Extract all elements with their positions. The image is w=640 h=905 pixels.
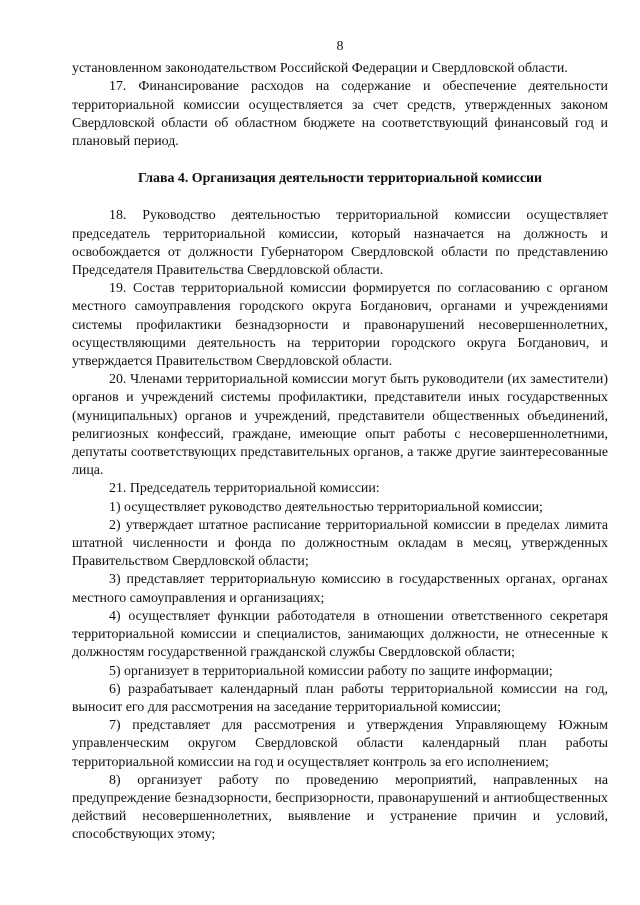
page-number: 8 xyxy=(336,39,344,54)
list-item-2: 2) утверждает штатное расписание территориальной комиссии в пределах лимита штатной численности и фонда по должностным окладам в месяц, утвержденных Правительством Свердловской области; xyxy=(72,517,608,570)
paragraph-18: 18. Руководство деятельностью территориальной комиссии осуществляет председатель территориальной комиссии, который назначается на должность и освобождается от должности Губернатором Свердловской области по представлению Председателя Правительства Свердловской области. xyxy=(72,208,608,279)
list-item-6: 6) разрабатывает календарный план работы территориальной комиссии на год, выносит его для рассмотрения на заседание территориальной комиссии; xyxy=(72,681,608,715)
paragraph-19: 19. Состав территориальной комиссии формируется по согласованию с органом местного самоуправления городского округа Богданович, органами и учреждениями системы профилактики безнадзорности и правонарушений несовершеннолетних, осуществляющими деятельность на территории городского округа Богданович, и утверждается Правительством Свердловской области. xyxy=(72,281,608,370)
paragraph-continuation: установленном законодательством Российской Федерации и Свердловской области. xyxy=(72,61,568,77)
list-item-8: 8) организует работу по проведению мероприятий, направленных на предупреждение безнадзорности, беспризорности, правонарушений и антиобщественных действий несовершеннолетних, выявление и устранение причин и условий, способствующих этому; xyxy=(72,772,608,843)
list-item-3: 3) представляет территориальную комиссию в государственных органах, органах местного самоуправления и организациях; xyxy=(72,572,608,606)
list-item-1: 1) осуществляет руководство деятельностью территориальной комиссии; xyxy=(109,499,543,515)
paragraph-17: 17. Финансирование расходов на содержание и обеспечение деятельности территориальной комиссии осуществляется за счет средств, утвержденных законом Свердловской области об областном бюджете на соответствующий финансовый год и плановый период. xyxy=(72,79,608,150)
paragraph-20: 20. Членами территориальной комиссии могут быть руководители (их заместители) органов и учреждений системы профилактики, представители иных государственных (муниципальных) органов и учреждений, представители общественных объединений, религиозных конфессий, граждане, имеющие опыт работы с несовершеннолетними, депутаты соответствующих представительных органов, а также другие заинтересованные лица. xyxy=(72,372,608,479)
list-item-4: 4) осуществляет функции работодателя в отношении ответственного секретаря территориальной комиссии и специалистов, занимающих должности, не отнесенные к должностям государственной гражданской службы Свердловской области; xyxy=(72,608,608,661)
list-item-7: 7) представляет для рассмотрения и утверждения Управляющему Южным управленческим округом Свердловской области календарный план работы территориальной комиссии на год и осуществляет контроль за его исполнением; xyxy=(72,718,608,770)
list-item-5: 5) организует в территориальной комиссии работу по защите информации; xyxy=(109,663,553,679)
paragraph-21: 21. Председатель территориальной комиссии: xyxy=(109,481,380,497)
chapter-heading: Глава 4. Организация деятельности территориальной комиссии xyxy=(137,171,543,187)
document-page xyxy=(72,38,608,845)
